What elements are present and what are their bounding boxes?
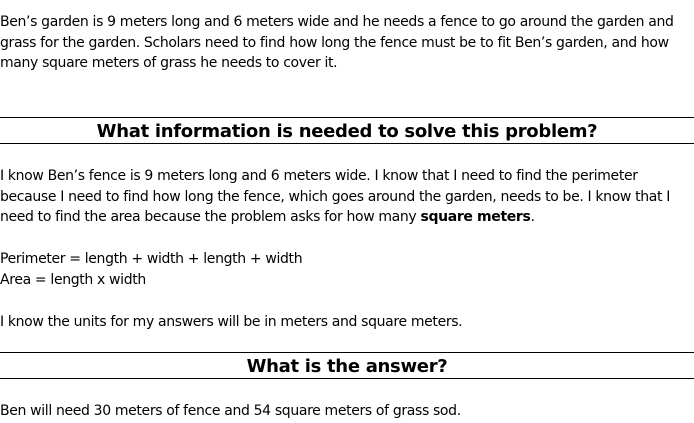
emphasis-square-meters: square meters [420,209,531,225]
problem-line: many square meters of grass he needs to cover it. [0,55,338,71]
section-heading-information: What information is needed to solve this problem? [0,117,694,144]
formulas [0,249,302,290]
units-note: I know the units for my answers will be in meters and square meters. [0,314,463,330]
reasoning-line: because I need to find how long the fence, which goes around the garden, needs to be. I know that I [0,188,671,205]
area-formula: Area = length x width [0,271,146,288]
reasoning-text: need to find the area because the problem asks for how many [0,209,421,225]
section-heading-answer: What is the answer? [0,352,694,379]
reasoning-paragraph [0,166,670,228]
problem-statement [0,12,674,74]
reasoning-period: . [530,209,535,225]
reasoning-line: I know Ben’s fence is 9 meters long and 6 meters wide. I know that I need to find the perimeter [0,168,638,184]
perimeter-formula: Perimeter = length + width + length + width [0,251,303,267]
problem-line: grass for the garden. Scholars need to find how long the fence must be to fit Ben’s garden, and how [0,34,669,51]
answer-text: Ben will need 30 meters of fence and 54 square meters of grass sod. [0,403,461,419]
problem-line: Ben’s garden is 9 meters long and 6 meters wide and he needs a fence to go around the garden and [0,14,674,30]
reasoning-line-last [0,207,670,228]
